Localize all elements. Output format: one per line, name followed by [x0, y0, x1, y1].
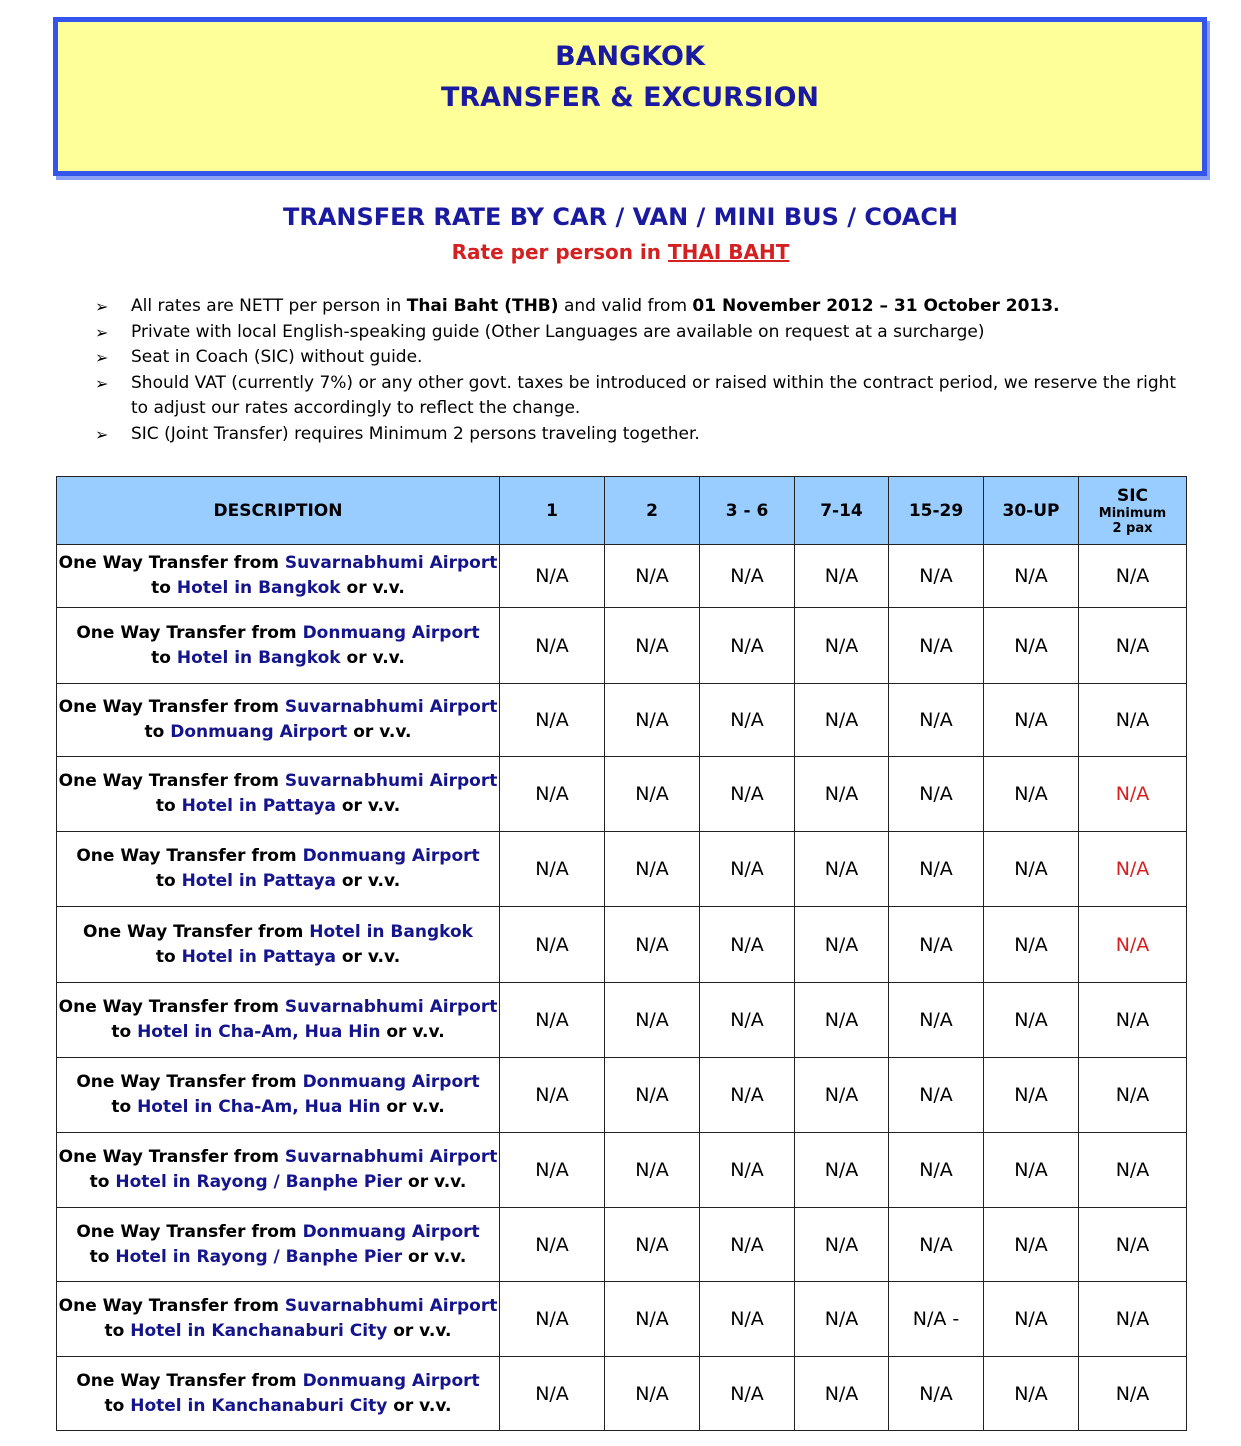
route-destination: Hotel in Kanchanaburi City [130, 1321, 388, 1341]
route-destination: Hotel in Pattaya [181, 946, 336, 967]
rate-cell-sic: N/A [1079, 1133, 1187, 1208]
table-row [57, 684, 1187, 757]
rate-cell: N/A [700, 545, 795, 608]
route-destination: Hotel in Pattaya [181, 796, 336, 816]
notes-list [95, 294, 1190, 447]
table-row [57, 983, 1187, 1058]
rate-cell: N/A [500, 684, 605, 757]
rate-cell: N/A [795, 757, 889, 832]
rate-cell: N/A [984, 684, 1079, 757]
rate-cell: N/A [605, 545, 700, 608]
route-origin: Donmuang Airport [302, 846, 480, 866]
sic-title: SIC [1116, 485, 1149, 506]
table-row [57, 1133, 1187, 1208]
rate-cell: N/A [889, 907, 984, 983]
table-row [57, 608, 1187, 684]
route-description [57, 1357, 500, 1431]
route-origin: Suvarnabhumi Airport [284, 553, 498, 573]
header-box [53, 17, 1207, 176]
rate-cell: N/A [500, 757, 605, 832]
route-prefix: One Way Transfer from [58, 1147, 285, 1167]
route-origin: Donmuang Airport [302, 1072, 480, 1092]
rate-cell-sic: N/A [1079, 983, 1187, 1058]
route-to: to [155, 946, 182, 967]
arrow-bullet-icon: ➢ [95, 297, 109, 316]
route-prefix: One Way Transfer from [76, 1221, 303, 1242]
header-col-7-14: 7-14 [795, 477, 889, 545]
route-destination: Hotel in Cha-Am, Hua Hin [137, 1097, 381, 1117]
arrow-bullet-icon: ➢ [95, 373, 109, 393]
rate-cell: N/A [700, 907, 795, 983]
rate-cell: N/A [500, 1133, 605, 1208]
route-to: to [104, 1321, 131, 1341]
rate-cell: N/A [984, 1208, 1079, 1282]
rate-cell: N/A [605, 684, 700, 757]
rate-cell-sic: N/A [1079, 832, 1187, 907]
route-to: to [89, 1246, 116, 1267]
rate-cell: N/A [984, 1282, 1079, 1357]
route-description [57, 1058, 500, 1133]
rate-cell: N/A [700, 1357, 795, 1431]
rate-cell: N/A [605, 1357, 700, 1431]
sic-minimum: Minimum [1098, 505, 1167, 521]
route-prefix: One Way Transfer from [83, 921, 310, 942]
arrow-bullet-icon: ➢ [95, 322, 109, 342]
header-city: BANGKOK [555, 41, 705, 72]
route-description [57, 684, 500, 757]
rate-cell: N/A [605, 1208, 700, 1282]
route-description [57, 757, 500, 832]
rate-cell: N/A [500, 608, 605, 684]
note-item [95, 320, 1190, 346]
route-prefix: One Way Transfer from [58, 771, 285, 791]
route-destination: Hotel in Rayong / Banphe Pier [115, 1172, 403, 1192]
header-description: DESCRIPTION [57, 477, 500, 545]
rate-cell: N/A [889, 983, 984, 1058]
route-suffix: or v.v. [387, 1321, 452, 1341]
route-destination: Hotel in Pattaya [181, 871, 336, 891]
note-item [95, 371, 1190, 422]
rate-cell: N/A [795, 1058, 889, 1133]
rate-cell: N/A [605, 757, 700, 832]
rate-cell: N/A [700, 983, 795, 1058]
rate-cell: N/A [984, 983, 1079, 1058]
header-col-30-up: 30-UP [984, 477, 1079, 545]
rate-cell: N/A [795, 1208, 889, 1282]
header-col-3-6: 3 - 6 [700, 477, 795, 545]
rate-cell: N/A [889, 1133, 984, 1208]
rate-cell: N/A [984, 907, 1079, 983]
route-prefix: One Way Transfer from [58, 1296, 285, 1316]
route-suffix: or v.v. [335, 946, 401, 967]
table-row [57, 545, 1187, 608]
note-text: Seat in Coach (SIC) without guide. [131, 347, 423, 367]
rate-cell-sic: N/A [1079, 757, 1187, 832]
arrow-bullet-icon: ➢ [95, 424, 109, 444]
note-text: and valid from [558, 296, 693, 316]
rate-cell: N/A [700, 757, 795, 832]
route-to: to [144, 722, 171, 742]
rate-cell: N/A - [889, 1282, 984, 1357]
route-origin: Donmuang Airport [302, 622, 480, 643]
rate-cell-sic: N/A [1079, 1357, 1187, 1431]
route-destination: Donmuang Airport [170, 722, 348, 742]
rate-cell: N/A [795, 832, 889, 907]
table-row [57, 1282, 1187, 1357]
note-text: Private with local English-speaking guide (Other Languages are available on request at a surcharge) [131, 321, 985, 342]
route-suffix: or v.v. [335, 796, 401, 816]
rate-cell: N/A [889, 832, 984, 907]
rate-cell: N/A [889, 608, 984, 684]
route-to: to [111, 1097, 138, 1117]
rate-cell: N/A [605, 1133, 700, 1208]
note-item [95, 345, 1190, 371]
rate-cell: N/A [984, 1133, 1079, 1208]
rate-currency: THAI BAHT [667, 240, 790, 264]
route-suffix: or v.v. [340, 578, 405, 598]
header-subtitle: TRANSFER & EXCURSION [440, 82, 820, 113]
page-title: TRANSFER RATE BY CAR / VAN / MINI BUS / COACH [282, 203, 959, 231]
route-origin: Donmuang Airport [302, 1221, 480, 1242]
rate-cell: N/A [889, 757, 984, 832]
rate-cell: N/A [500, 907, 605, 983]
header-col-2: 2 [605, 477, 700, 545]
rate-cell: N/A [700, 832, 795, 907]
rate-cell: N/A [605, 983, 700, 1058]
rate-cell: N/A [500, 545, 605, 608]
table-header-row [57, 477, 1187, 545]
rate-cell: N/A [605, 832, 700, 907]
rate-cell: N/A [700, 1058, 795, 1133]
rate-cell-sic: N/A [1079, 1282, 1187, 1357]
rate-cell: N/A [795, 1357, 889, 1431]
rate-table-body [57, 545, 1187, 1431]
rate-cell-sic: N/A [1079, 1058, 1187, 1133]
rate-cell-sic: N/A [1079, 608, 1187, 684]
note-text: Should VAT (currently 7%) or any other govt. taxes be introduced or raised within the contract period, we reserve the right to adjust our rates accordingly to reflect the change. [131, 372, 1177, 418]
rate-cell: N/A [500, 1208, 605, 1282]
route-description [57, 608, 500, 684]
route-suffix: or v.v. [340, 647, 405, 668]
rate-cell-sic: N/A [1079, 1208, 1187, 1282]
rate-cell: N/A [984, 608, 1079, 684]
rate-cell: N/A [795, 1133, 889, 1208]
rate-prefix: Rate per person in [451, 240, 668, 264]
route-to: to [104, 1395, 131, 1416]
route-to: to [155, 796, 182, 816]
route-description [57, 545, 500, 608]
route-to: to [151, 647, 177, 668]
rate-cell: N/A [889, 545, 984, 608]
rate-cell: N/A [605, 907, 700, 983]
route-to: to [155, 871, 182, 891]
rate-cell: N/A [700, 684, 795, 757]
rate-cell-sic: N/A [1079, 545, 1187, 608]
rate-cell: N/A [700, 608, 795, 684]
table-row [57, 907, 1187, 983]
rate-cell: N/A [889, 1058, 984, 1133]
rate-table [56, 476, 1187, 1431]
rate-cell-sic: N/A [1079, 684, 1187, 757]
sic-pax: 2 pax [1112, 520, 1153, 536]
route-suffix: or v.v. [380, 1097, 445, 1117]
rate-cell: N/A [889, 684, 984, 757]
note-text: All rates are NETT per person in [131, 296, 407, 316]
route-origin: Suvarnabhumi Airport [284, 1296, 498, 1316]
rate-cell: N/A [605, 1058, 700, 1133]
route-description [57, 907, 500, 983]
note-text: SIC (Joint Transfer) requires Minimum 2 persons traveling together. [131, 423, 700, 444]
route-prefix: One Way Transfer from [76, 846, 303, 866]
note-item [95, 422, 1190, 448]
route-description [57, 1208, 500, 1282]
rate-cell: N/A [605, 608, 700, 684]
table-row [57, 832, 1187, 907]
route-origin: Suvarnabhumi Airport [284, 771, 498, 791]
route-destination: Hotel in Kanchanaburi City [130, 1395, 388, 1416]
rate-cell: N/A [500, 832, 605, 907]
table-row [57, 757, 1187, 832]
route-description [57, 1282, 500, 1357]
route-destination: Hotel in Cha-Am, Hua Hin [137, 1022, 381, 1042]
route-suffix: or v.v. [347, 722, 412, 742]
rate-line [0, 240, 1241, 264]
table-row [57, 1357, 1187, 1431]
rate-cell: N/A [984, 1058, 1079, 1133]
rate-cell: N/A [605, 1282, 700, 1357]
rate-cell: N/A [795, 907, 889, 983]
route-to: to [89, 1172, 116, 1192]
route-description [57, 1133, 500, 1208]
route-origin: Hotel in Bangkok [309, 921, 473, 942]
rate-cell: N/A [889, 1357, 984, 1431]
rate-cell: N/A [700, 1208, 795, 1282]
rate-cell: N/A [984, 757, 1079, 832]
route-origin: Suvarnabhumi Airport [284, 697, 498, 717]
rate-cell: N/A [500, 983, 605, 1058]
route-to: to [151, 578, 177, 598]
route-destination: Hotel in Bangkok [176, 578, 341, 598]
route-destination: Hotel in Rayong / Banphe Pier [115, 1246, 403, 1267]
rate-cell: N/A [795, 1282, 889, 1357]
header-col-1: 1 [500, 477, 605, 545]
route-destination: Hotel in Bangkok [176, 647, 341, 668]
rate-cell: N/A [700, 1282, 795, 1357]
route-origin: Suvarnabhumi Airport [284, 997, 498, 1017]
note-text: Thai Baht (THB) [406, 296, 559, 316]
route-description [57, 983, 500, 1058]
route-prefix: One Way Transfer from [58, 997, 285, 1017]
note-text: 01 November 2012 – 31 October 2013. [692, 296, 1060, 316]
rate-cell: N/A [500, 1058, 605, 1133]
route-suffix: or v.v. [402, 1246, 467, 1267]
header-col-sic [1079, 477, 1187, 545]
rate-cell: N/A [795, 608, 889, 684]
header-col-15-29: 15-29 [889, 477, 984, 545]
arrow-bullet-icon: ➢ [95, 348, 109, 367]
route-prefix: One Way Transfer from [76, 622, 303, 643]
route-suffix: or v.v. [380, 1022, 445, 1042]
rate-cell: N/A [984, 545, 1079, 608]
rate-cell: N/A [984, 832, 1079, 907]
note-item [95, 294, 1190, 320]
table-row [57, 1058, 1187, 1133]
route-prefix: One Way Transfer from [76, 1370, 303, 1391]
route-suffix: or v.v. [387, 1395, 452, 1416]
rate-cell: N/A [700, 1133, 795, 1208]
rate-cell: N/A [795, 983, 889, 1058]
rate-cell: N/A [500, 1282, 605, 1357]
rate-cell: N/A [795, 684, 889, 757]
route-prefix: One Way Transfer from [58, 697, 285, 717]
table-row [57, 1208, 1187, 1282]
route-origin: Suvarnabhumi Airport [284, 1147, 498, 1167]
rate-cell: N/A [984, 1357, 1079, 1431]
route-description [57, 832, 500, 907]
route-to: to [111, 1022, 138, 1042]
route-suffix: or v.v. [402, 1172, 467, 1192]
route-prefix: One Way Transfer from [76, 1072, 303, 1092]
rate-cell: N/A [889, 1208, 984, 1282]
rate-cell: N/A [500, 1357, 605, 1431]
rate-cell-sic: N/A [1079, 907, 1187, 983]
rate-cell: N/A [795, 545, 889, 608]
route-prefix: One Way Transfer from [58, 553, 285, 573]
route-suffix: or v.v. [335, 871, 401, 891]
route-origin: Donmuang Airport [302, 1370, 480, 1391]
